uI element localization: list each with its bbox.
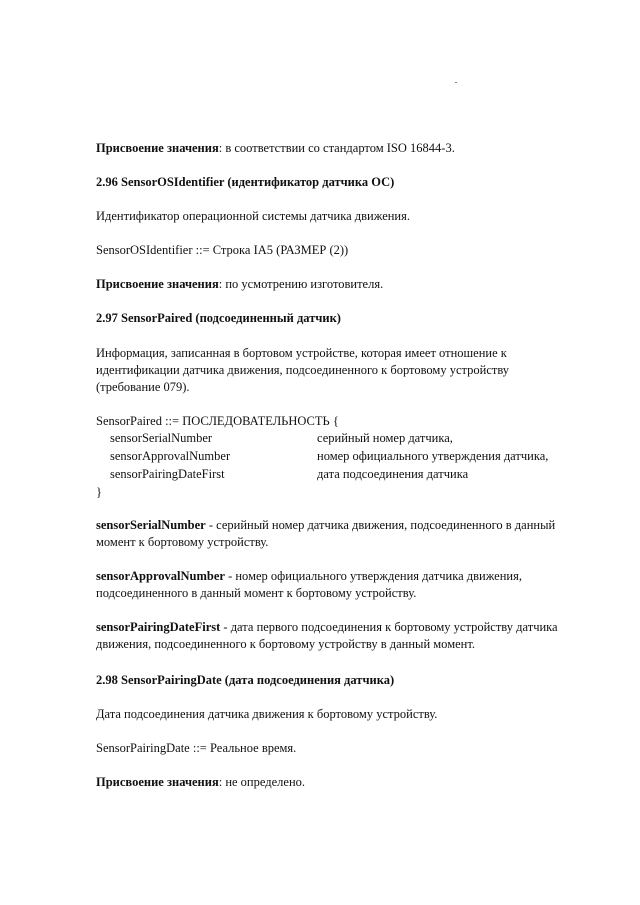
field-description: серийный номер датчика, (317, 431, 453, 445)
definition-term: sensorApprovalNumber (96, 569, 225, 583)
paragraph-line: (требование 079). (96, 380, 190, 394)
sequence-close: } (96, 485, 102, 499)
paragraph-line: идентификации датчика движения, подсоединенного к бортовому устройству (96, 363, 510, 377)
definition-line: sensorApprovalNumber - номер официального утверждения датчика движения, (96, 569, 522, 583)
field-description: номер официального утверждения датчика, (317, 449, 549, 463)
sequence-open: SensorPaired ::= ПОСЛЕДОВАТЕЛЬНОСТЬ { (96, 414, 339, 428)
paragraph: Идентификатор операционной системы датчика движения. (96, 209, 410, 223)
scan-mark (455, 82, 457, 83)
assignment-line (96, 140, 455, 157)
assignment-line (96, 276, 383, 293)
definition-line: движения, подсоединенного к бортовому устройству в данный момент. (96, 637, 475, 651)
assignment-label: Присвоение значения (96, 277, 219, 291)
definition-term: sensorPairingDateFirst (96, 620, 221, 634)
definition-line: подсоединенного в данный момент к бортовому устройству. (96, 586, 417, 600)
assignment-text: : не определено. (218, 775, 306, 789)
field-name: sensorSerialNumber (110, 431, 213, 445)
definition-line: sensorPairingDateFirst - дата первого подсоединения к бортовому устройству датчика (96, 620, 558, 634)
type-definition: SensorOSIdentifier ::= Строка IA5 (РАЗМЕР (2)) (96, 243, 349, 257)
paragraph-line: Информация, записанная в бортовом устройстве, которая имеет отношение к (96, 346, 507, 360)
assignment-label: Присвоение значения (96, 141, 219, 155)
definition-term: sensorSerialNumber (96, 518, 206, 532)
section-heading-2-98: 2.98 SensorPairingDate (дата подсоединения датчика) (96, 673, 395, 687)
field-name: sensorPairingDateFirst (110, 467, 225, 481)
field-name: sensorApprovalNumber (110, 449, 231, 463)
assignment-label: Присвоение значения (96, 775, 219, 789)
type-definition: SensorPairingDate ::= Реальное время. (96, 741, 297, 755)
definition-line: момент к бортовому устройству. (96, 535, 269, 549)
definition-line: sensorSerialNumber - серийный номер датчика движения, подсоединенного в данный (96, 518, 556, 532)
paragraph: Дата подсоединения датчика движения к бортовому устройству. (96, 707, 438, 721)
assignment-text: : в соответствии со стандартом ISO 16844-3. (218, 141, 455, 155)
section-heading-2-96: 2.96 SensorOSIdentifier (идентификатор датчика ОС) (96, 175, 395, 189)
assignment-line (96, 774, 305, 791)
assignment-text: : по усмотрению изготовителя. (218, 277, 384, 291)
section-heading-2-97: 2.97 SensorPaired (подсоединенный датчик) (96, 311, 341, 325)
field-description: дата подсоединения датчика (317, 467, 469, 481)
